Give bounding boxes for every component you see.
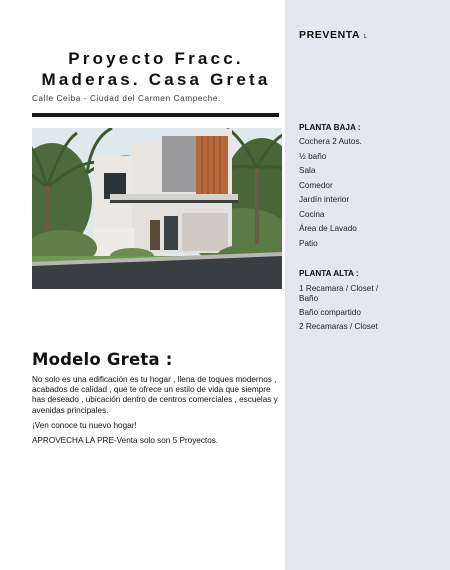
- page-title: [30, 48, 282, 90]
- model-description: [32, 375, 280, 451]
- invitation-text: ¡Ven conoce tu nuevo hogar!: [32, 420, 137, 430]
- title-line-1: Proyecto Fracc.: [68, 49, 244, 68]
- house-render-image: [32, 128, 282, 289]
- list-item: ½ baño: [299, 151, 327, 161]
- preventa-label: [299, 29, 368, 41]
- planta-baja-heading: PLANTA BAJA :: [299, 123, 361, 132]
- list-item: Patio: [299, 238, 318, 248]
- list-item: 2 Recamaras / Closet: [299, 322, 378, 331]
- presale-note: APROVECHA LA PRE-Venta solo son 5 Proyectos.: [32, 436, 219, 446]
- divider-rule: [32, 113, 279, 117]
- title-line-2: Maderas. Casa Greta: [41, 70, 271, 89]
- list-item: Área de Lavado: [299, 224, 357, 233]
- list-item: Comedor: [299, 180, 333, 190]
- preventa-suffix: 1.: [363, 34, 368, 40]
- list-item: Sala: [299, 166, 316, 175]
- list-item: Cocina: [299, 209, 325, 219]
- preventa-text: PREVENTA: [299, 29, 360, 41]
- list-item: 1 Recamara / Closet / Baño: [299, 284, 379, 303]
- list-item: Cochera 2 Autos.: [299, 137, 362, 146]
- model-title: Modelo Greta :: [32, 350, 173, 369]
- list-item: Baño compartido: [299, 308, 361, 317]
- description-paragraph: No solo es una edificación es tu hogar , llena de toques modernos , acabados de calidad , que te ofrece un estilo de vida que siempre has deseado , ubicación dentro de centros comerciales , escuelas y avenidas principales.: [32, 375, 278, 415]
- list-item: Jardín interior: [299, 195, 350, 204]
- planta-alta-heading: PLANTA ALTA :: [299, 269, 359, 278]
- planta-alta-list: [299, 284, 379, 336]
- planta-baja-list: [299, 137, 399, 253]
- address: Calle Ceiba - Ciudad del Carmen Campeche.: [32, 94, 221, 103]
